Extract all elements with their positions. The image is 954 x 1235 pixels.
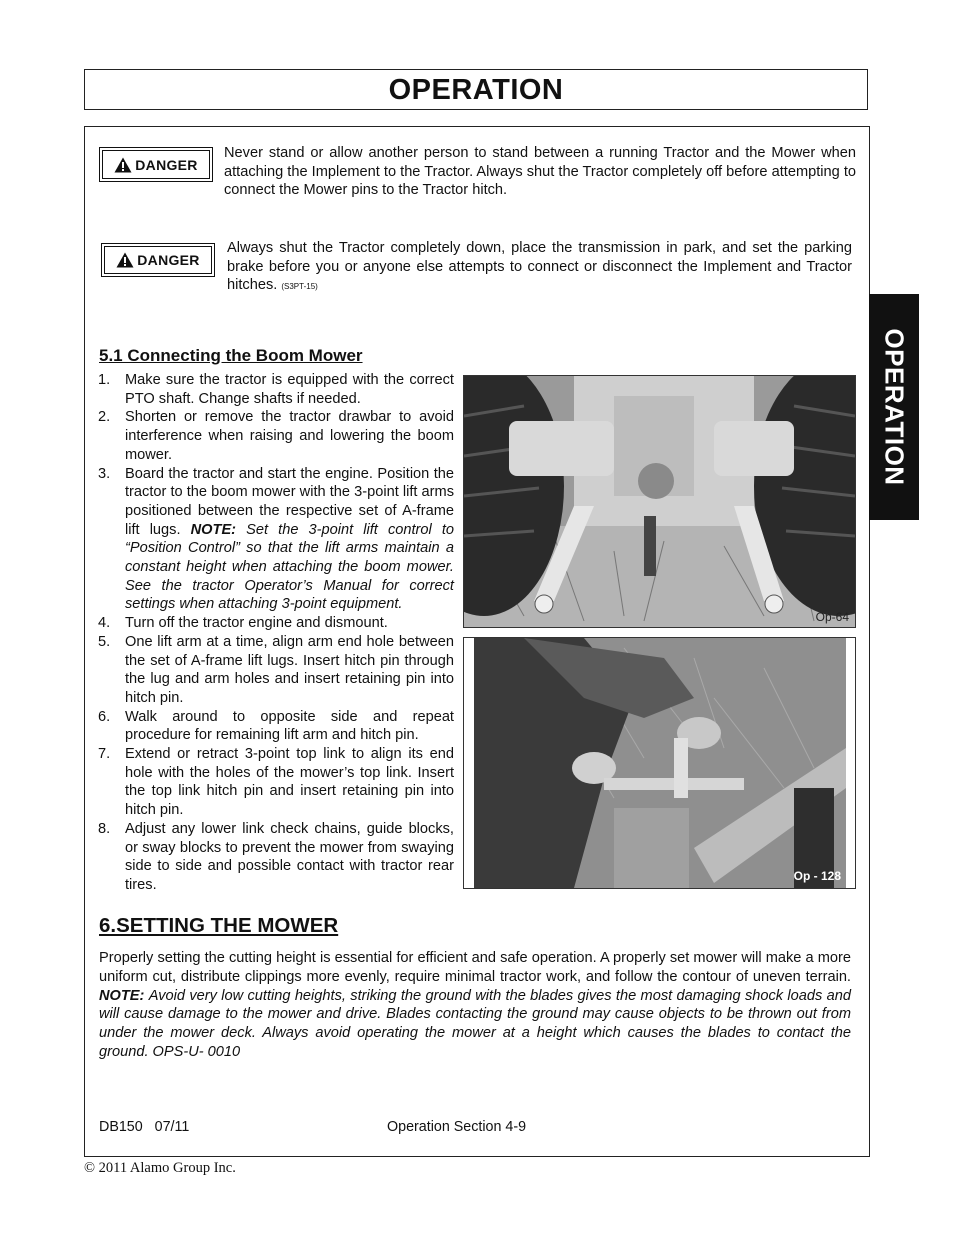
side-tab-label: OPERATION xyxy=(879,328,910,486)
list-item: 8. Adjust any lower link check chains, guide blocks, or sway blocks to prevent the mower from swaying side to side and possible contact with tractor rear tires. xyxy=(98,820,454,893)
note-label: NOTE: xyxy=(99,987,145,1004)
list-item: 5. One lift arm at a time, align arm end hole between the set of A-frame lift lugs. Insert hitch pin through the lug and arm holes and insert retaining pin into hitch pin. xyxy=(98,633,454,706)
note-text: Set the 3-point lift control to “Position Control” so that the lift arms maintain a constant height when attaching the boom mower. See the tractor Operator’s Manual for correct settings when attaching 3-point equipment. xyxy=(125,521,455,613)
photo-label: Op - 128 xyxy=(793,869,841,883)
page-header xyxy=(84,69,868,110)
danger-message-2-text: Always shut the Tractor completely down, place the transmission in park, and set the parking brake before you or anyone else attempts to connect or disconnect the Implement and Tractor hitches. xyxy=(227,240,852,293)
steps-list xyxy=(98,371,454,895)
note-text: Avoid very low cutting heights, striking the ground with the blades gives the most damaging shock loads and will cause damage to the mower and drive. Blades contacting the ground may cause objects to be thrown out from under the mower deck. Always avoid operating the mower at a height which causes the blades to contact the ground. OPS-U- 0010 xyxy=(99,987,851,1060)
page-title: OPERATION xyxy=(388,74,564,106)
danger-badge-label: DANGER xyxy=(137,252,200,268)
setting-mower-paragraph: Properly setting the cutting height is essential for efficient and safe operation. A properly set mower will make a more uniform cut, distribute clippings more evenly, require minimal tractor work, and follow the contour of uneven terrain. NOTE: Avoid very low cutting heights, striking the ground with the blades gives the most damaging shock loads and will cause damage to the mower and drive. Blades contacting the ground may cause objects to be thrown out from under the mower deck. Always avoid operating the mower at a height which causes the blades to contact the ground. OPS-U- 0010 xyxy=(99,950,851,1060)
list-item: 1. Make sure the tractor is equipped with the correct PTO shaft. Change shafts if needed. xyxy=(98,372,454,407)
hitch-pin-photo xyxy=(463,637,856,889)
danger-badge-label: DANGER xyxy=(135,156,198,173)
section-side-tab xyxy=(869,294,919,520)
tractor-hitch-photo xyxy=(463,375,856,628)
hitch-pin-image xyxy=(464,638,855,888)
danger-badge-2 xyxy=(101,243,215,277)
tractor-hitch-image xyxy=(464,376,855,627)
footer-doc-id: DB150 07/11 xyxy=(99,1119,190,1135)
danger-badge-1 xyxy=(99,147,213,182)
danger-message-1: Never stand or allow another person to stand between a running Tractor and the Mower when attaching the Implement to the Tractor. Always shut the Tractor completely off before attempting to connect the Mower pins to the Tractor hitch. xyxy=(224,145,856,198)
warning-triangle-icon xyxy=(114,157,132,173)
list-item: 6. Walk around to opposite side and repeat procedure for remaining lift arm and hitch pin. xyxy=(98,708,454,744)
footer-section: Operation Section 4-9 xyxy=(387,1119,527,1135)
note-label: NOTE: xyxy=(190,521,237,538)
list-item: 2. Shorten or remove the tractor drawbar to avoid interference when raising and lowering the boom mower. xyxy=(98,409,454,463)
danger-message-2 xyxy=(227,239,852,297)
section-heading-connecting: 5.1 Connecting the Boom Mower xyxy=(99,346,363,365)
list-item: 7. Extend or retract 3-point top link to align its end hole with the holes of the mower’s top link. Insert the top link hitch pin and insert retaining pin into hitch pin. xyxy=(98,746,454,819)
photo-label: Op-64 xyxy=(815,610,849,624)
list-item: 3. Board the tractor and start the engine. Position the tractor to the boom mower with the 3-point lift arms positioned between the respective set of A-frame lift lugs. NOTE: Set the 3-point lift control to “Position Control” so that the lift arms maintain a constant height when attaching the boom mower. See the tractor Operator’s Manual for correct settings when attaching 3-point equipment. xyxy=(98,465,455,613)
list-item: 4. Turn off the tractor engine and dismount. xyxy=(98,615,388,632)
section-heading-setting-mower: 6.SETTING THE MOWER xyxy=(99,914,339,937)
copyright-notice: © 2011 Alamo Group Inc. xyxy=(84,1160,236,1176)
warning-triangle-icon xyxy=(116,252,134,268)
danger-code: (S3PT-15) xyxy=(281,282,318,291)
